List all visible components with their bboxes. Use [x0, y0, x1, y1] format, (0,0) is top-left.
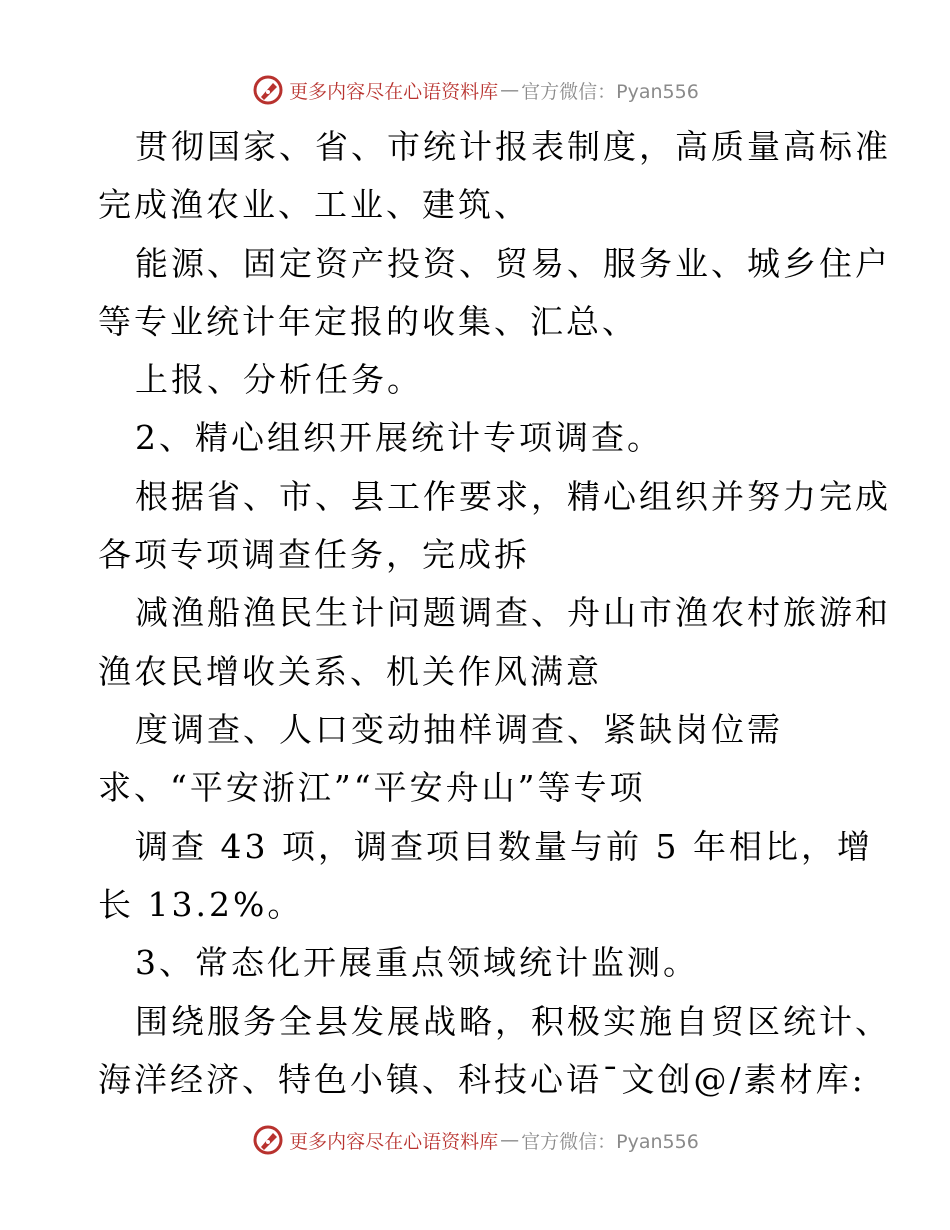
text-line-8: 各项专项调查任务，完成拆	[98, 535, 530, 574]
text-line-3: 能源、固定资产投资、贸易、服务业、城乡住户	[135, 244, 891, 283]
text-line-13: 调查 43 项，调查项目数量与前 5 年相比，增	[135, 827, 873, 866]
text-line-4: 等专业统计年定报的收集、汇总、	[98, 302, 638, 341]
text-line-2: 完成渔农业、工业、建筑、	[98, 185, 530, 224]
banner-separator: —	[500, 1129, 520, 1151]
text-line-7: 根据省、市、县工作要求，精心组织并努力完成	[135, 477, 891, 516]
banner-separator: —	[500, 79, 520, 101]
banner-contact-text: 官方微信：Pyan556	[521, 80, 699, 103]
text-line-10: 渔农民增收关系、机关作风满意	[98, 652, 602, 691]
footer-banner	[0, 1120, 950, 1160]
text-line-9: 减渔船渔民生计问题调查、舟山市渔农村旅游和	[135, 593, 891, 632]
text-line-1: 贯彻国家、省、市统计报表制度，高质量高标准	[135, 127, 891, 166]
banner-promo-text: 更多内容尽在心语资料库	[289, 80, 499, 103]
section-heading-2: 2、精心组织开展统计专项调查。	[135, 418, 663, 457]
pen-nib-logo-icon	[251, 73, 285, 107]
pen-nib-logo-icon	[251, 1123, 285, 1157]
banner-promo-text: 更多内容尽在心语资料库	[289, 1130, 499, 1153]
section-heading-3: 3、常态化开展重点领域统计监测。	[135, 943, 699, 982]
banner-contact-text: 官方微信：Pyan556	[521, 1130, 699, 1153]
text-line-16: 围绕服务全县发展战略，积极实施自贸区统计、	[135, 1002, 891, 1041]
text-line-17: 海洋经济、特色小镇、科技心语¯文创@/素材库:	[98, 1060, 866, 1099]
text-line-14: 长 13.2%。	[98, 885, 304, 924]
header-banner	[0, 70, 950, 110]
text-line-11: 度调查、人口变动抽样调查、紧缺岗位需	[135, 710, 783, 749]
text-line-5: 上报、分析任务。	[135, 360, 423, 399]
text-line-12: 求、“平安浙江”“平安舟山”等专项	[98, 768, 646, 807]
